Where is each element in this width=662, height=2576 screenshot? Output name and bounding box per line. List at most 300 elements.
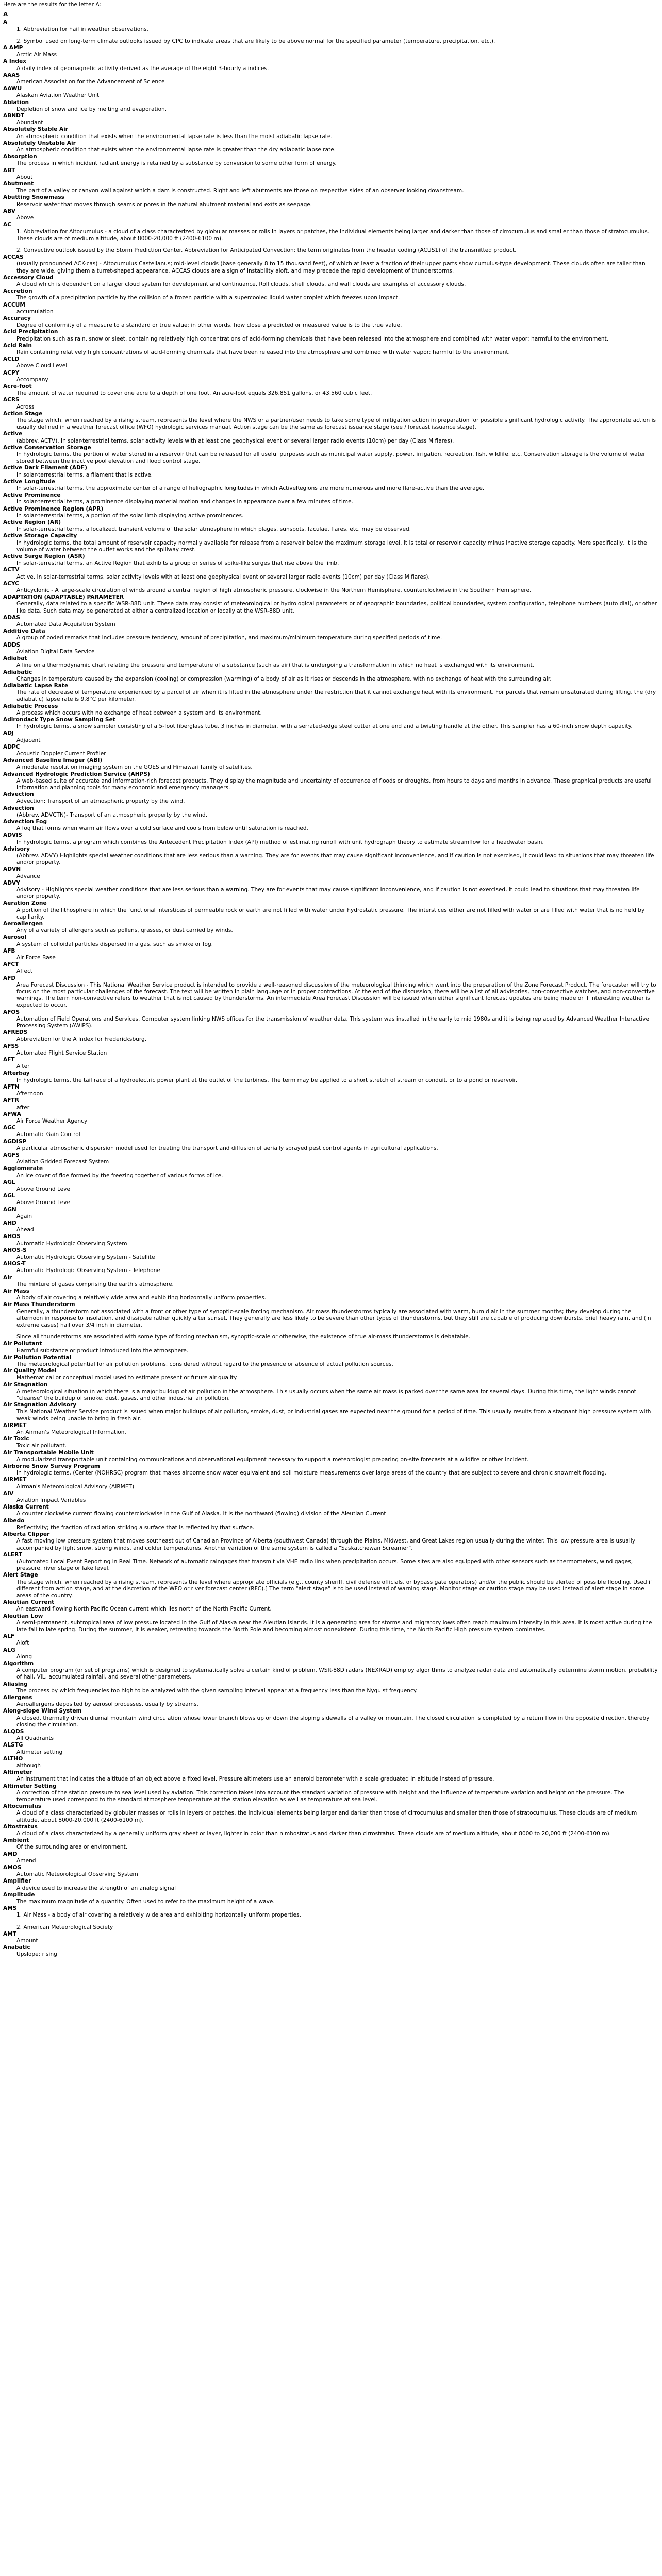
glossary-term: Alberta Clipper: [3, 1531, 50, 1538]
glossary-definition: [16, 1871, 659, 1878]
definition-text: Aloft: [16, 1640, 29, 1647]
glossary-definition: [16, 147, 659, 154]
definition-text: 2. Convective outlook issued by the Storm Prediction Center. Abbreviation for Anticipated Convection; the term originates from the header coding (ACUS1) of the transmitted product.: [16, 247, 517, 253]
glossary-definition: [16, 1456, 659, 1463]
definition-text: In solar-terrestrial terms, an Active Region that exhibits a group or series of spike-like surges that rise above the limb.: [16, 560, 339, 567]
definition-text: An atmospheric condition that exists when the environmental lapse rate is greater than the dry adiabatic lapse rate.: [16, 147, 336, 154]
glossary-definition: [16, 295, 659, 301]
glossary-definition: [16, 261, 659, 274]
definition-text: A computer program (or set of programs) which is designed to systematically solve a certain kind of problem. WSR-88D radars (NEXRAD) employ algorithms to analyze radar data and automatically determine storm motion, probability of hail, VIL, accumulated rainfall, and several other parameters.: [16, 1667, 658, 1681]
glossary-term: AHD: [3, 1219, 16, 1226]
glossary-definition: [16, 812, 659, 819]
glossary-definition: [16, 601, 659, 614]
glossary-definition: [16, 363, 659, 369]
definition-text: A web-based suite of accurate and information-rich forecast products. They display the magnitude and uncertainty of occurrence of floods or droughts, from hours to days and months in advance. These graphical products are useful information and planning tools for many economic and emergency managers.: [16, 777, 652, 791]
glossary-term: ACCAS: [3, 254, 24, 261]
glossary-term: AGL: [3, 1179, 15, 1185]
definition-text: An ice cover of floe formed by the freezing together of various forms of ice.: [16, 1172, 223, 1179]
glossary-term: Afterbay: [3, 1070, 30, 1077]
glossary-term: Air Mass: [3, 1287, 30, 1294]
glossary-definition: [16, 887, 659, 900]
glossary-term: AFOS: [3, 1009, 20, 1015]
definition-text: An instrument that indicates the altitude of an object above a fixed level. Pressure altimeters use an aneroid barometer with a scale graduated in altitude instead of pressure.: [16, 1776, 494, 1783]
definition-text: A device used to increase the strength of an analog signal: [16, 1885, 176, 1891]
glossary-term: AGN: [3, 1206, 16, 1213]
glossary-term: AGC: [3, 1125, 16, 1131]
glossary-term: Abutment: [3, 181, 34, 188]
glossary-term: ALQDS: [3, 1728, 24, 1735]
glossary-term: Altocumulus: [3, 1803, 42, 1810]
definition-text: 1. Abbreviation for Altocumulus - a cloud of a class characterized by globular masses or rolls in layers or patches, the individual elements being larger and darker than those of cirrocumulus and smaller than those of stratocumulus. These clouds are of medium altitude, about 8000-20,000 ft (2400-6100 m).: [16, 228, 650, 242]
definition-text: Precipitation such as rain, snow or sleet, containing relatively high concentrations of acid-forming chemicals that have been released into the atmosphere and combined with water vapor; harmful to the environment.: [16, 335, 609, 342]
glossary-definition: [16, 1295, 659, 1301]
definition-text: Advisory - Highlights special weather conditions that are less serious than a warning. They are for events that may cause significant inconvenience, and if caution is not exercised, it could lead to situations that may threaten life and/or property.: [16, 887, 640, 900]
glossary-term: Aeration Zone: [3, 900, 47, 907]
glossary-term: Air Stagnation: [3, 1381, 48, 1388]
definition-text: Reflectivity; the fraction of radiation striking a surface that is reflected by that surface.: [16, 1524, 255, 1531]
glossary-term: AIRMET: [3, 1477, 27, 1483]
definition-text: Degree of conformity of a measure to a standard or true value; in other words, how close a predicted or measured value is to the true value.: [16, 322, 402, 329]
definition-text: (Abbrev. ADVCTN)- Transport of an atmospheric property by the wind.: [16, 811, 208, 818]
glossary-term: AIV: [3, 1490, 14, 1497]
definition-text: Generally, a thunderstorm not associated with a front or other type of synoptic-scale forcing mechanism. Air mass thunderstorms typically are associated with warm, humid air in the summer months; they develop during the afternoon in response to insolation, and dissipate rather quickly after sunset. They generally are less likely to be severe than other types of thunderstorms, but they still are capable of producing downbursts, brief heavy rain, and (in extreme cases) hail over 3/4 inch in diameter.: [16, 1308, 651, 1328]
glossary-term: Accretion: [3, 288, 32, 295]
glossary-term: Active Storage Capacity: [3, 533, 77, 539]
definition-text: A modularized transportable unit containing communications and observational equipment necessary to support a meteorologist preparing on-site forecasts at a wildfire or other incident.: [16, 1456, 529, 1463]
glossary-term: Additive Data: [3, 628, 45, 635]
glossary-term: Allergens: [3, 1694, 32, 1701]
definition-text: A particular atmospheric dispersion model used for treating the transport and diffusion of aerially sprayed pest control agents in agricultural applications.: [16, 1145, 438, 1151]
definition-text: Automatic Meteorological Observing System: [16, 1871, 138, 1878]
glossary-definition: [16, 798, 659, 805]
glossary-definition: [16, 635, 659, 641]
definition-text: Depletion of snow and ice by melting and evaporation.: [16, 106, 167, 112]
definition-text: In solar-terrestrial terms, a portion of the solar limb displaying active prominences.: [16, 512, 244, 519]
definition-text: In hydrologic terms, the tail race of a hydroelectric power plant at the outlet of the turbines. The term may be applied to a short stretch of stream or conduit, or to a pond or reservoir.: [16, 1077, 518, 1083]
definition-text: Abundant: [16, 120, 43, 126]
glossary-term: ALERT: [3, 1551, 23, 1558]
definition-text: (usually pronounced ACK-cas) - Altocumulus Castellanus; mid-level clouds (base generally 8 to 15 thousand feet), of which at least a fraction of their upper parts show cumulus-type development. These clouds often are taller than they are wide, giving them a turret-shaped appearance. ACCAS clouds are a sign of instability aloft, and may precede the rapid development of thunderstorms.: [16, 261, 646, 274]
definition-text: A cloud of a class characterized by a generally uniform gray sheet or layer, lighter in color than nimbostratus and darker than cirrostratus. These clouds are of medium altitude, about 8000 to 20,000 ft (2400-6100 m).: [16, 1831, 611, 1837]
glossary-term: ACTV: [3, 567, 20, 573]
glossary-term: Agglomerate: [3, 1165, 43, 1172]
glossary-definition: [16, 404, 659, 411]
glossary-definition: [16, 526, 659, 533]
definition-text: The rate of decrease of temperature experienced by a parcel of air when it is lifted in the atmosphere under the restriction that it cannot exchange heat with its environment. For parcels that remain unsaturated during lifting, the (dry adiabatic) lapse rate is 9.8°C per kilometer.: [16, 689, 656, 703]
glossary-term: Altimeter: [3, 1769, 32, 1776]
definition-text: A system of colloidal particles dispersed in a gas, such as smoke or fog.: [16, 941, 213, 947]
glossary-term: Acid Precipitation: [3, 329, 58, 335]
glossary-definition: [16, 1199, 659, 1206]
definition-text: Aviation Gridded Forecast System: [16, 1159, 109, 1165]
definition-text: In hydrologic terms, (Center (NOHRSC) program that makes airborne snow water equivalent and soil moisture measurements over large areas of the country that are subject to severe and chronic snowmelt flooding.: [16, 1470, 607, 1477]
glossary-definition: [16, 1606, 659, 1613]
definition-text: Harmful substance or product introduced into the atmosphere.: [16, 1347, 189, 1354]
definition-text: A portion of the lithosphere in which the functional interstices of permeable rock or earth are not filled with water under hydrostatic pressure. The interstices either are not filled with water or are filled with water that is no held by capillarity.: [16, 907, 645, 920]
glossary-term: Aleutian Low: [3, 1613, 43, 1619]
definition-text: Above Ground Level: [16, 1185, 72, 1192]
letter-heading: A: [3, 11, 8, 19]
glossary-term: Adiabatic Lapse Rate: [3, 682, 69, 689]
glossary-definition: [16, 574, 659, 581]
glossary-definition: [16, 1511, 659, 1517]
glossary-term: Accessory Cloud: [3, 274, 54, 281]
glossary-term: ABV: [3, 208, 16, 214]
definition-text: Altimeter setting: [16, 1749, 63, 1755]
glossary-term: A: [3, 19, 8, 26]
glossary-term: ADPC: [3, 743, 20, 750]
glossary-definition: [16, 1063, 659, 1070]
glossary-term: Air Pollutant: [3, 1341, 42, 1347]
glossary-term: AHOS-T: [3, 1261, 26, 1267]
definition-text: The stage which, when reached by a rising stream, represents the level where the NWS or a partner/user needs to take some type of mitigation action in preparation for possible significant hydrologic activity. The appropriate action is usually defined in a weather forecast office (WFO) hydrologic services manual. Action stage can be the same as forecast issuance stage (see / forecast issuance stage).: [16, 417, 656, 431]
glossary-definition: [16, 451, 659, 465]
glossary-definition: [16, 927, 659, 934]
glossary-term: Albedo: [3, 1517, 25, 1524]
glossary-definition: [16, 1538, 659, 1551]
glossary-definition: [16, 309, 659, 315]
definition-text: Adjacent: [16, 737, 41, 743]
definition-text: A group of coded remarks that includes pressure tendency, amount of precipitation, and maximum/minimum temperature during specified periods of time.: [16, 635, 442, 641]
glossary-definition: [16, 336, 659, 343]
intro-letter: A: [95, 2, 100, 8]
glossary-definition: [16, 1254, 659, 1261]
glossary-definition: [16, 764, 659, 771]
definition-text: Advection: Transport of an atmospheric property by the wind.: [16, 798, 185, 805]
glossary-term: ADAS: [3, 614, 20, 621]
definition-text: A fog that forms when warm air flows over a cold surface and cools from below until saturation is reached.: [16, 825, 308, 832]
glossary-definition: [16, 65, 659, 72]
glossary-definition: [16, 825, 659, 832]
glossary-term: AFTR: [3, 1097, 19, 1104]
glossary-definition: [16, 133, 659, 140]
definition-text: Automatic Hydrologic Observing System: [16, 1240, 127, 1247]
glossary-term: AC: [3, 222, 11, 228]
glossary-definition: [16, 1118, 659, 1125]
glossary-term: Aerosol: [3, 934, 27, 941]
glossary-term: Adiabat: [3, 655, 27, 662]
glossary-term: ADVIS: [3, 832, 22, 839]
glossary-definition: [16, 1701, 659, 1708]
definition-text: (Automated Local Event Reporting in Real Time. Network of automatic raingages that transmit via VHF radio link when precipitation occurs. Some sites are also equipped with other sensors such as thermometers, wind gages, pressure, river stage or lake level.: [16, 1558, 633, 1572]
glossary-term: Active: [3, 431, 23, 437]
definition-text: Alaskan Aviation Weather Unit: [16, 92, 100, 99]
glossary-term: AMS: [3, 1905, 17, 1912]
glossary-term: Air Stagnation Advisory: [3, 1402, 77, 1409]
definition-text: Aviation Impact Variables: [16, 1497, 86, 1504]
definition-text: In hydrologic terms, a program which combines the Antecedent Precipitation Index (API) method of estimating runoff with unit hydrograph theory to estimate streamflow for a headwater basin.: [16, 839, 544, 845]
definition-text: The meteorological potential for air pollution problems, considered without regard to the presence or absence of actual pollution sources.: [16, 1361, 393, 1368]
glossary-definition: [16, 1951, 659, 1958]
glossary-definition: [16, 281, 659, 288]
glossary-definition: [16, 1912, 659, 1930]
glossary-term: Active Region (AR): [3, 519, 61, 526]
glossary-term: ACCUM: [3, 301, 25, 308]
glossary-definition: [16, 1145, 659, 1152]
glossary-term: Advisory: [3, 845, 30, 852]
glossary-term: Active Prominence Region (APR): [3, 505, 104, 512]
glossary-term: ADJ: [3, 730, 14, 737]
glossary-definition: [16, 1016, 659, 1029]
glossary-term: ADVY: [3, 879, 20, 886]
glossary-term: Action Stage: [3, 410, 43, 417]
definition-text: The mixture of gases comprising the earth's atmosphere.: [16, 1281, 174, 1287]
glossary-term: ACLD: [3, 356, 20, 363]
definition-text: Acoustic Doppler Current Profiler: [16, 750, 106, 757]
definition-text: (abbrev. ACTV). In solar-terrestrial terms, solar activity levels with at least one geophysical event or several larger radio events (10cm) per day (Class M flares).: [16, 437, 454, 444]
glossary-term: Absorption: [3, 154, 37, 160]
glossary-definition: [16, 662, 659, 669]
glossary-term: Anabatic: [3, 1944, 30, 1951]
definition-text: Amount: [16, 1938, 38, 1944]
glossary-definition: [16, 1077, 659, 1084]
definition-text: The maximum magnitude of a quantity. Often used to refer to the maximum height of a wave.: [16, 1899, 275, 1905]
definition-text: The process in which incident radiant energy is retained by a substance by conversion to some other form of energy.: [16, 160, 337, 167]
definition-text: Any of a variety of allergens such as pollens, grasses, or dust carried by winds.: [16, 927, 233, 934]
definition-text: although: [16, 1762, 41, 1769]
glossary-definition: [16, 1810, 659, 1823]
definition-text: In solar-terrestrial terms, a prominence displaying material motion and changes in appearance over a few minutes of time.: [16, 499, 354, 505]
glossary-term: AFD: [3, 975, 16, 981]
glossary-definition: [16, 120, 659, 126]
glossary-definition: [16, 1173, 659, 1179]
glossary-term: AMT: [3, 1930, 16, 1937]
definition-text: This National Weather Service product is issued when major buildups of air pollution, smoke, dust, or industrial gases are expected near the ground for a period of time. This usually results from a stagnant high pressure system with weak winds being unable to bring in fresh air.: [16, 1409, 651, 1422]
definition-text: A line on a thermodynamic chart relating the pressure and temperature of a substance (such as air) that is undergoing a transformation in which no heat is exchanged with its environment.: [16, 662, 534, 669]
glossary-definition: [16, 1470, 659, 1477]
glossary-definition: [16, 587, 659, 594]
glossary-definition: [16, 621, 659, 628]
definition-text: The process by which frequencies too high to be analyzed with the given sampling interval appear at a frequency less than the Nyquist frequency.: [16, 1687, 418, 1694]
glossary-term: Absolutely Stable Air: [3, 126, 68, 133]
glossary-definition: [16, 390, 659, 397]
definition-text: 2. American Meteorological Society: [16, 1924, 113, 1930]
glossary-definition: [16, 778, 659, 791]
glossary-definition: [16, 1105, 659, 1111]
glossary-definition: [16, 1443, 659, 1449]
glossary-definition: [16, 1524, 659, 1531]
glossary-term: Aeroallergen: [3, 921, 43, 927]
glossary-definition: [16, 1640, 659, 1647]
definition-text: A daily index of geomagnetic activity derived as the average of the eight 3-hourly a indices.: [16, 65, 269, 72]
definition-text: Ahead: [16, 1227, 34, 1233]
glossary-definition: [16, 1429, 659, 1436]
glossary-term: Acre-foot: [3, 383, 32, 389]
glossary-definition: [16, 689, 659, 703]
glossary-definition: [16, 1688, 659, 1694]
glossary-term: Advection Fog: [3, 818, 47, 825]
glossary-term: Acid Rain: [3, 342, 32, 349]
glossary-term: Active Longitude: [3, 478, 56, 485]
glossary-definition: [16, 201, 659, 208]
glossary-definition: [16, 349, 659, 356]
glossary-definition: [16, 873, 659, 880]
definition-text: Changes in temperature caused by the expansion (cooling) or compression (warming) of a body of air as it rises or descends in the atmosphere, with no exchange of heat with the surrounding air.: [16, 675, 552, 682]
glossary-definition: [16, 377, 659, 383]
definition-text: All Quadrants: [16, 1735, 54, 1742]
definition-text: The growth of a precipitation particle by the collision of a frozen particle with a supercooled liquid water droplet which freezes upon impact.: [16, 295, 400, 301]
glossary-term: Active Prominence: [3, 492, 61, 499]
definition-text: Upslope; rising: [16, 1951, 57, 1958]
glossary-term: ABNDT: [3, 113, 25, 120]
glossary-definition: [16, 540, 659, 553]
definition-text: A moderate resolution imaging system on the GOES and Himawari family of satellites.: [16, 764, 253, 771]
glossary-term: Amplifier: [3, 1878, 31, 1885]
glossary-term: Advection: [3, 805, 34, 811]
definition-text: Rain containing relatively high concentrations of acid-forming chemicals that have been released into the atmosphere and combined with water vapor; harmful to the environment.: [16, 349, 510, 355]
glossary-term: AAAS: [3, 72, 20, 78]
definition-text: Anticyclonic - A large-scale circulation of winds around a central region of high atmospheric pressure, clockwise in the Northern Hemisphere, counterclockwise in the Southern Hemisphere.: [16, 587, 532, 594]
glossary-term: AFT: [3, 1057, 15, 1063]
glossary-term: Advanced Hydrologic Prediction Service (AHPS): [3, 771, 150, 777]
glossary-term: Alaska Current: [3, 1504, 49, 1511]
glossary-definition: [16, 1050, 659, 1057]
glossary-definition: [16, 1776, 659, 1783]
glossary-definition: [16, 1227, 659, 1233]
glossary-definition: [16, 1361, 659, 1368]
glossary-definition: [16, 1844, 659, 1851]
definition-text: 1. Air Mass - a body of air covering a relatively wide area and exhibiting horizontally uniform properties.: [16, 1912, 301, 1919]
glossary-term: Airborne Snow Survey Program: [3, 1463, 100, 1470]
glossary-definition: [16, 1654, 659, 1660]
glossary-term: AFREDS: [3, 1029, 28, 1036]
glossary-definition: [16, 982, 659, 1009]
definition-text: A process which occurs with no exchange of heat between a system and its environment.: [16, 709, 262, 716]
definition-text: Automatic Hydrologic Observing System - Satellite: [16, 1253, 155, 1260]
definition-text: Toxic air pollutant.: [16, 1443, 67, 1449]
definition-text: Amend: [16, 1857, 36, 1864]
glossary-definition: [16, 1241, 659, 1247]
definition-text: Of the surrounding area or environment.: [16, 1844, 128, 1851]
definition-text: Automated Flight Service Station: [16, 1049, 107, 1056]
glossary-term: Ambient: [3, 1837, 29, 1844]
definition-text: Since all thunderstorms are associated with some type of forcing mechanism, synoptic-scale or otherwise, the existence of true air-mass thunderstorms is debatable.: [16, 1334, 471, 1341]
glossary-definition: [16, 1267, 659, 1274]
glossary-definition: [16, 106, 659, 113]
definition-text: In solar-terrestrial terms, a localized, transient volume of the solar atmosphere in which plages, sunspots, faculae, flares, etc. may be observed.: [16, 526, 411, 533]
glossary-term: Advection: [3, 791, 34, 798]
glossary-definition: [16, 737, 659, 744]
definition-text: Aviation Digital Data Service: [16, 648, 95, 655]
definition-text: Above: [16, 215, 34, 222]
definition-text: A meteorological situation in which there is a major buildup of air pollution in the atmosphere. This usually occurs when the same air mass is parked over the same area for several days. During this time, the light winds cannot "cleanse" the buildup of smoke, dust, gases, and other industrial air pollution.: [16, 1388, 636, 1402]
glossary-definition: [16, 1667, 659, 1681]
glossary-definition: [16, 853, 659, 866]
glossary-definition: [16, 1375, 659, 1381]
glossary-term: ADAPTATION (ADAPTABLE) PARAMETER: [3, 594, 124, 601]
definition-text: 2. Symbol used on long-term climate outlooks issued by CPC to indicate areas that are likely to be above normal for the specified parameter (temperature, precipitation, etc.).: [16, 38, 495, 44]
definition-text: 1. Abbreviation for hail in weather observations.: [16, 26, 148, 32]
glossary-definition: [16, 1858, 659, 1865]
glossary-definition: [16, 92, 659, 99]
glossary-term: Active Conservation Storage: [3, 444, 91, 451]
glossary-term: ADVN: [3, 866, 21, 873]
glossary-definition: [16, 513, 659, 519]
glossary-definition: [16, 1409, 659, 1422]
glossary-definition: [16, 1131, 659, 1138]
glossary-term: ALG: [3, 1647, 15, 1653]
definition-text: Automation of Field Operations and Services. Computer system linking NWS offices for the transmission of weather data. This system was installed in the early to mid 1980s and it is being replaced by Advanced Weather Interactive Processing System (AWIPS).: [16, 1015, 649, 1029]
glossary-definition: [16, 1036, 659, 1043]
definition-text: Reservoir water that moves through seams or pores in the natural abutment material and exits as seepage.: [16, 201, 312, 208]
glossary-term: AIRMET: [3, 1422, 27, 1429]
glossary-definition: [16, 649, 659, 655]
glossary-term: Aliasing: [3, 1681, 28, 1687]
definition-text: The stage which, when reached by a rising stream, represents the level where appropriate officials (e.g., county sheriff, civil defense officials, or bypass gate operators) and/or the public should be alerted of possible flooding. Used if different from action stage, and at the discretion of the WFO or river forecast center (RFC).] The term "alert stage" is to be used instead of warning stage. Monitor stage or caution stage may be used instead of alert stage in some areas of the country.: [16, 1579, 652, 1599]
glossary-term: Adiabatic Process: [3, 703, 58, 709]
glossary-term: Altostratus: [3, 1823, 38, 1830]
glossary-term: AFWA: [3, 1111, 21, 1117]
glossary-term: ALTHO: [3, 1755, 23, 1762]
definition-text: Arctic Air Mass: [16, 52, 57, 58]
glossary-definition: [16, 215, 659, 222]
glossary-definition: [16, 1484, 659, 1490]
glossary-definition: [16, 968, 659, 975]
definition-text: Airman's Meteorological Advisory (AIRMET): [16, 1483, 135, 1490]
glossary-definition: [16, 1281, 659, 1288]
definition-text: after: [16, 1104, 30, 1111]
glossary-definition: [16, 79, 659, 86]
glossary-term: Abutting Snowmass: [3, 194, 64, 201]
glossary-definition: [16, 1091, 659, 1097]
definition-text: American Association for the Advancement of Science: [16, 79, 165, 86]
glossary-definition: [16, 710, 659, 717]
glossary-definition: [16, 52, 659, 58]
glossary-definition: [16, 1762, 659, 1769]
definition-text: A closed, thermally driven diurnal mountain wind circulation whose lower branch blows up or down the sloping sidewalls of a valley or mountain. The closed circulation is completed by a return flow in the opposite direction, thereby closing the circulation.: [16, 1715, 650, 1728]
glossary-term: Altimeter Setting: [3, 1783, 57, 1789]
definition-text: After: [16, 1063, 30, 1070]
definition-text: Air Force Base: [16, 955, 56, 961]
definition-text: Area Forecast Discussion - This National Weather Service product is intended to provide a well-reasoned discussion of the meteorological thinking which went into the preparation of the Zone Forecast Product. The forecaster will try to focus on the most particular challenges of the forecast. The text will be written in plain language or in proper contractions. At the end of the discussion, there will be a list of all advisories, non-convective watches, and non-convective warnings. The term non-convective refers to weather that is not caused by thunderstorms. An intermediate Area Forecast Discussion will be issued when either significant forecast updates are being made or if interesting weather is expected to occur.: [16, 981, 656, 1009]
definition-text: Generally, data related to a specific WSR-88D unit. These data may consist of meteorological or hydrological parameters or of geographic boundaries, political boundaries, system configuration, telephone numbers (auto dial), or other like data. Such data may be generated at either a centralized location or locally at the WSR-88D unit.: [16, 601, 657, 614]
definition-text: Mathematical or conceptual model used to estimate present or future air quality.: [16, 1375, 238, 1381]
glossary-definition: [16, 560, 659, 567]
glossary-definition: [16, 229, 659, 255]
glossary-definition: [16, 676, 659, 683]
definition-text: A fast moving low pressure system that moves southeast out of Canadian Province of Alberta (southwest Canada) through the Plains, Midwest, and Great Lakes region usually during the winter. This low pressure area is usually accompanied by light snow, strong winds, and colder temperatures. Another variation of the same system is called a "Saskatchewan Screamer".: [16, 1538, 635, 1551]
glossary-term: A AMP: [3, 45, 23, 52]
definition-text: A semi-permanent, subtropical area of low pressure located in the Gulf of Alaska near the Aleutian Islands. It is a generating area for storms and migratory lows often reach maximum intensity in this area. It is most active during the late fall to late spring. During the summer, it is weaker, retreating towards the North Pole and becoming almost nonexistent. During this time, the North Pacific High pressure system dominates.: [16, 1619, 652, 1633]
definition-text: A body of air covering a relatively wide area and exhibiting horizontally uniform properties.: [16, 1295, 267, 1301]
glossary-definition: [16, 1620, 659, 1633]
glossary-definition: [16, 417, 659, 431]
definition-text: Aeroallergens deposited by aerosol processes, usually by streams.: [16, 1701, 198, 1708]
definition-text: Across: [16, 403, 35, 410]
glossary-term: AFSS: [3, 1043, 19, 1049]
definition-text: Above Cloud Level: [16, 363, 68, 369]
glossary-definition: [16, 1715, 659, 1728]
definition-text: An atmospheric condition that exists when the environmental lapse rate is less than the moist adiabatic lapse rate.: [16, 133, 333, 140]
glossary-term: AGFS: [3, 1151, 20, 1158]
glossary-definition: [16, 26, 659, 45]
glossary-term: AAWU: [3, 86, 22, 92]
glossary-definition: [16, 1749, 659, 1756]
glossary-term: A Index: [3, 58, 26, 65]
glossary-term: AMD: [3, 1851, 18, 1857]
glossary-definition: [16, 1388, 659, 1402]
glossary-term: Accuracy: [3, 315, 31, 321]
glossary-definition: [16, 322, 659, 329]
glossary-list: [3, 19, 659, 1958]
glossary-definition: [16, 188, 659, 194]
definition-text: In hydrologic terms, a snow sampler consisting of a 5-foot fiberglass tube, 3 inches in diameter, with a serrated-edge steel cutter at one end and a twisting handle at the other. This sampler has a 60-inch snow depth capacity.: [16, 723, 633, 730]
glossary-definition: [16, 438, 659, 445]
glossary-definition: [16, 1558, 659, 1572]
glossary-definition: [16, 723, 659, 730]
glossary-term: AHOS: [3, 1233, 21, 1240]
definition-text: Along: [16, 1653, 32, 1660]
